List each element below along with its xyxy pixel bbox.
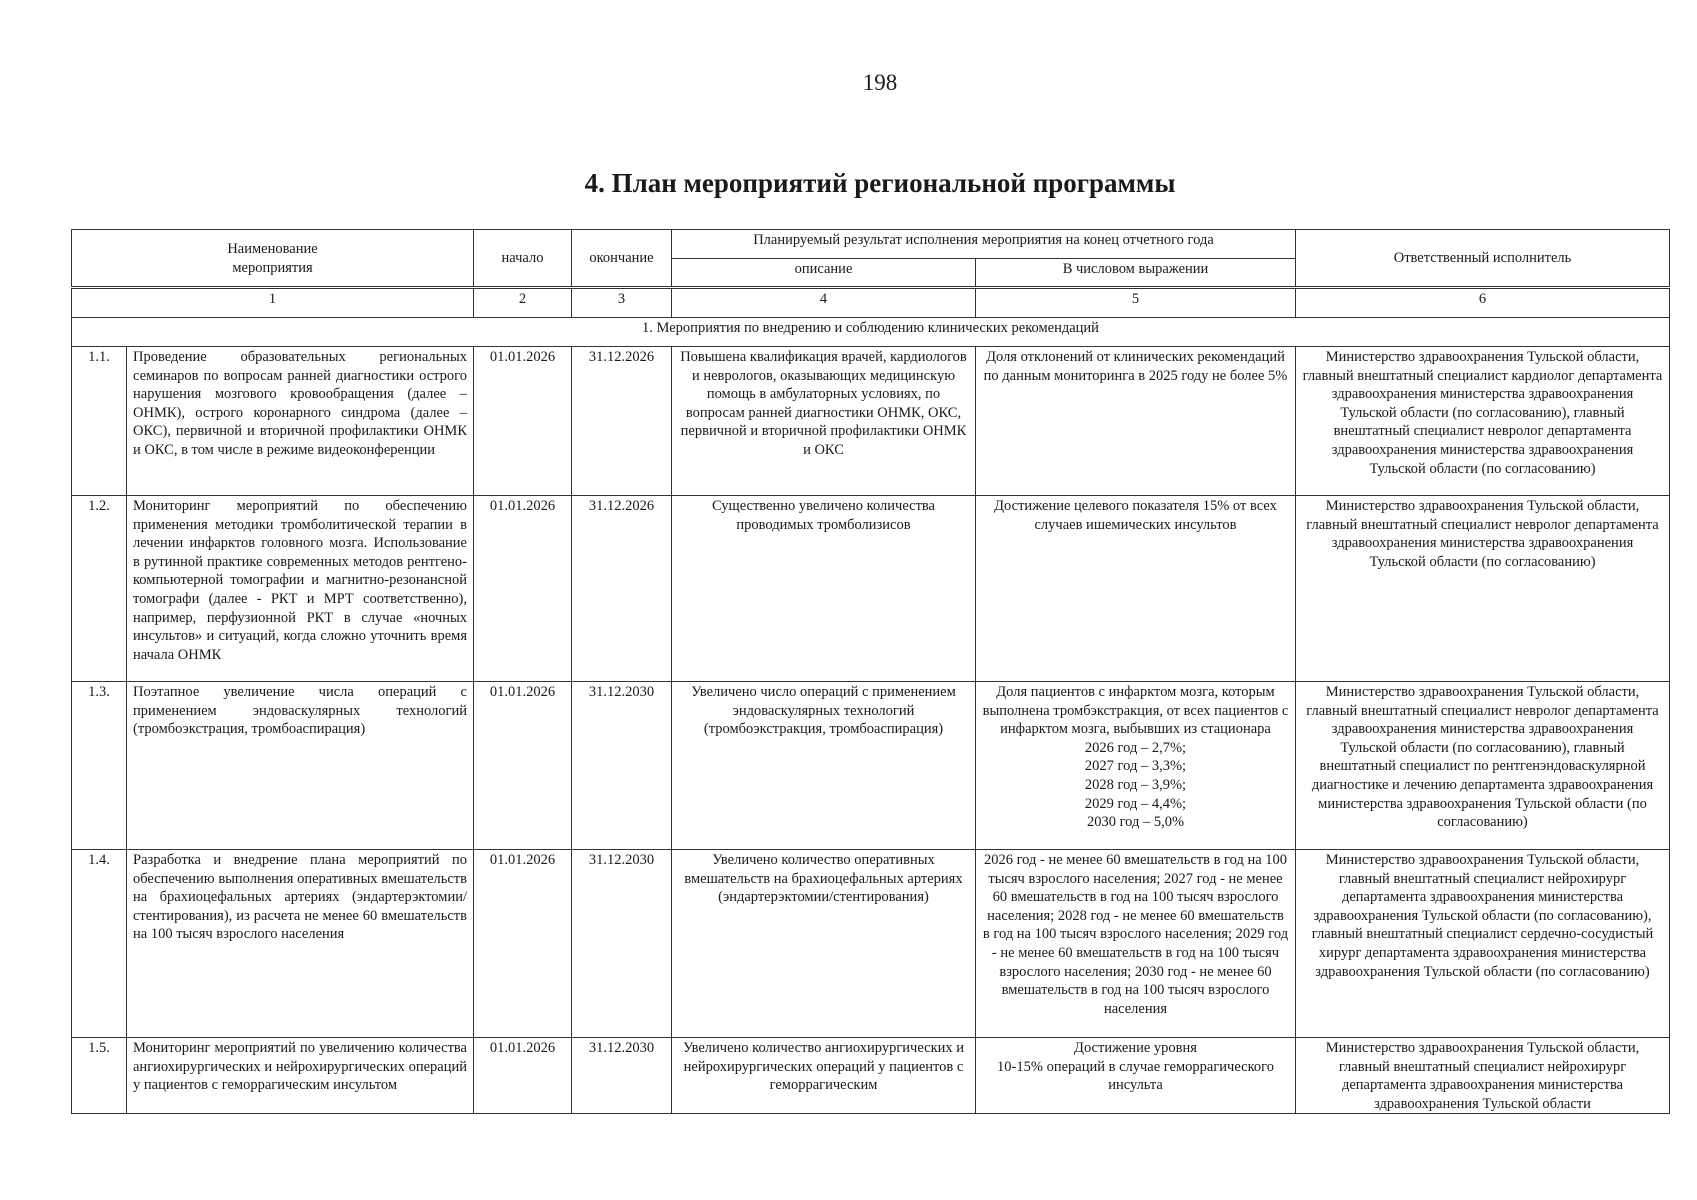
- column-number: 2: [474, 289, 572, 318]
- row-number: 1.2.: [72, 496, 127, 682]
- end-date: 31.12.2030: [572, 682, 672, 850]
- end-date: 31.12.2026: [572, 496, 672, 682]
- activity-name: Мониторинг мероприятий по увеличению количества ангиохирургических и нейрохирургических операций у пациентов с геморрагическим инсультом: [127, 1038, 474, 1114]
- result-description: Повышена квалификация врачей, кардиологов и неврологов, оказывающих медицинскую помощь в амбулаторных условиях, по вопросам ранней диагностики ОНМК, ОКС, первичной и вторичной профилактики ОНМК и ОКС: [672, 347, 976, 496]
- header-name: Наименование мероприятия: [72, 230, 474, 287]
- column-number: 3: [572, 289, 672, 318]
- result-numeric: Доля отклонений от клинических рекомендаций по данным мониторинга в 2025 году не более 5%: [976, 347, 1296, 496]
- header-numeric: В числовом выражении: [976, 259, 1296, 287]
- activity-name: Проведение образовательных региональных семинаров по вопросам ранней диагностики острого нарушения мозгового кровообращения (далее – ОНМК), острого коронарного синдрома (далее – ОКС), первичной и вторичной профилактики ОНМК и ОКС, в том числе в режиме видеоконференции: [127, 347, 474, 496]
- result-description: Увеличено количество ангиохирургических и нейрохирургических операций у пациентов с геморрагическим: [672, 1038, 976, 1114]
- start-date: 01.01.2026: [474, 496, 572, 682]
- responsible-executor: Министерство здравоохранения Тульской области, главный внештатный специалист нейрохирург департамента здравоохранения министерства здравоохранения Тульской области: [1296, 1038, 1670, 1114]
- row-number: 1.5.: [72, 1038, 127, 1114]
- page-title: 4. План мероприятий региональной программы: [584, 168, 1176, 198]
- column-number: 4: [672, 289, 976, 318]
- result-numeric: Достижение целевого показателя 15% от всех случаев ишемических инсультов: [976, 496, 1296, 682]
- header-end: окончание: [572, 230, 672, 287]
- page-number: 198: [862, 70, 898, 95]
- result-numeric: Доля пациентов с инфарктом мозга, которым выполнена тромбэкстракция, от всех пациентов с инфарктом мозга, выбывших из стационара 2026 год – 2,7%; 2027 год – 3,3%; 2028 год – 3,9%; 2029 год – 4,4%; 2030 год – 5,0%: [976, 682, 1296, 850]
- section-row: [72, 318, 1670, 347]
- table-row: [72, 1038, 1670, 1114]
- table-row: [72, 682, 1670, 850]
- row-number: 1.1.: [72, 347, 127, 496]
- activity-table: [71, 288, 1670, 1114]
- row-number: 1.3.: [72, 682, 127, 850]
- responsible-executor: Министерство здравоохранения Тульской области, главный внештатный специалист невролог департамента здравоохранения министерства здравоохранения Тульской области (по согласованию): [1296, 496, 1670, 682]
- responsible-executor: Министерство здравоохранения Тульской области, главный внештатный специалист нейрохирург департамента здравоохранения министерства здравоохранения Тульской области (по согласованию), главный внештатный специалист сердечно-сосудистый хирург департамента здравоохранения министерства здравоохранения Тульской области (по согласованию): [1296, 850, 1670, 1038]
- column-number: 1: [72, 289, 474, 318]
- header-start: начало: [474, 230, 572, 287]
- header-responsible: Ответственный исполнитель: [1296, 230, 1670, 287]
- header-table: [71, 229, 1670, 287]
- result-description: Увеличено количество оперативных вмешательств на брахиоцефальных артериях (эндартерэктомии/стентирования): [672, 850, 976, 1038]
- table-row: [72, 347, 1670, 496]
- header-planned-result: Планируемый результат исполнения мероприятия на конец отчетного года: [672, 230, 1296, 259]
- responsible-executor: Министерство здравоохранения Тульской области, главный внештатный специалист кардиолог департамента здравоохранения министерства здравоохранения Тульской области (по согласованию), главный внештатный специалист невролог департамента здравоохранения министерства здравоохранения Тульской области (по согласованию): [1296, 347, 1670, 496]
- start-date: 01.01.2026: [474, 850, 572, 1038]
- column-number-row: [72, 289, 1670, 318]
- result-description: Существенно увеличено количества проводимых тромболизисов: [672, 496, 976, 682]
- activity-name: Мониторинг мероприятий по обеспечению применения методики тромболитической терапии в лечении инфарктов головного мозга. Использование в рутинной практике современных методов рентгено-компьютерной томографии и магнитно-резонансной томографи (далее - РКТ и МРТ соответственно), например, перфузионной РКТ в случае «ночных инсультов» и ситуаций, когда сложно уточнить время начала ОНМК: [127, 496, 474, 682]
- start-date: 01.01.2026: [474, 682, 572, 850]
- row-number: 1.4.: [72, 850, 127, 1038]
- column-number: 5: [976, 289, 1296, 318]
- table-row: [72, 850, 1670, 1038]
- start-date: 01.01.2026: [474, 1038, 572, 1114]
- result-description: Увеличено число операций с применением эндоваскулярных технологий (тромбоэкстракция, тромбоаспирация): [672, 682, 976, 850]
- section-heading: 1. Мероприятия по внедрению и соблюдению клинических рекомендаций: [72, 318, 1670, 347]
- activity-name: Разработка и внедрение плана мероприятий по обеспечению выполнения оперативных вмешательств на брахиоцефальных артериях (эндартерэктомии/стентирования), из расчета не менее 60 вмешательств на 100 тысяч взрослого населения: [127, 850, 474, 1038]
- table-row: [72, 496, 1670, 682]
- result-numeric: 2026 год - не менее 60 вмешательств в год на 100 тысяч взрослого населения; 2027 год - не менее 60 вмешательств в год на 100 тысяч взрослого населения; 2028 год - не менее 60 вмешательств в год на 100 тысяч взрослого населения; 2029 год - не менее 60 вмешательств в год на 100 тысяч взрослого населения; 2030 год - не менее 60 вмешательств в год на 100 тысяч взрослого населения: [976, 850, 1296, 1038]
- end-date: 31.12.2030: [572, 850, 672, 1038]
- start-date: 01.01.2026: [474, 347, 572, 496]
- end-date: 31.12.2030: [572, 1038, 672, 1114]
- activity-name: Поэтапное увеличение числа операций с применением эндоваскулярных технологий (тромбоэкстрация, тромбоаспирация): [127, 682, 474, 850]
- end-date: 31.12.2026: [572, 347, 672, 496]
- responsible-executor: Министерство здравоохранения Тульской области, главный внештатный специалист невролог департамента здравоохранения министерства здравоохранения Тульской области (по согласованию), главный внештатный специалист по рентгенэндоваскулярной диагностике и лечению департамента здравоохранения министерства здравоохранения Тульской области (по согласованию): [1296, 682, 1670, 850]
- header-description: описание: [672, 259, 976, 287]
- column-number: 6: [1296, 289, 1670, 318]
- result-numeric: Достижение уровня 10-15% операций в случае геморрагического инсульта: [976, 1038, 1296, 1114]
